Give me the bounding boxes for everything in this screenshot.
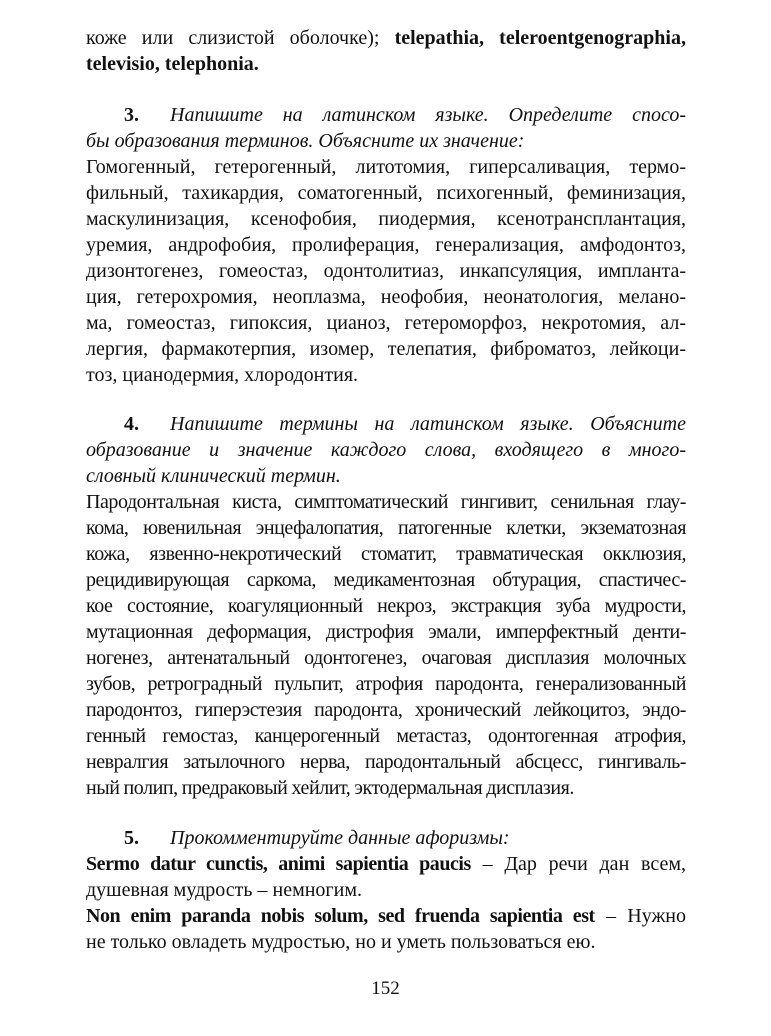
ex4-line-5: кое состояние, коагуляционный некроз, экстракция зуба мудрости, xyxy=(86,595,686,617)
ex3-task-line-2: бы образования терминов. Объясните их значение: xyxy=(86,130,525,152)
ex4-line-10: генный гемостаз, канцерогенный метастаз, одонтогенная атрофия, xyxy=(86,725,686,747)
ex4-line-1: Пародонтальная киста, симптоматический гингивит, сенильная глау- xyxy=(86,491,686,513)
aphorism-2-line-1 xyxy=(86,903,686,929)
ex4-task-line-1 xyxy=(124,411,686,437)
ex3-line-2: фильный, тахикардия, соматогенный, психогенный, феминизация, xyxy=(86,182,686,204)
ex4-line-7: ногенез, антенатальный одонтогенез, очаговая дисплазия молочных xyxy=(86,647,686,669)
aphorism-2-latin: Non enim paranda nobis solum, sed fruenda sapientia est xyxy=(86,905,595,927)
aphorism-1-latin: Sermo datur cunctis, animi sapientia paucis xyxy=(86,853,471,875)
ex3-number: 3. xyxy=(124,104,139,126)
ex4-line-12: ный полип, предраковый хейлит, эктодермальная дисплазия. xyxy=(86,777,574,799)
aphorism-1-line-1 xyxy=(86,851,686,877)
ex5-task-line xyxy=(124,825,686,851)
ex4-task-line-2: образование и значение каждого слова, входящего в много- xyxy=(86,439,686,461)
ex3-line-6: ция, гетерохромия, неоплазма, неофобия, неонатология, мелано- xyxy=(86,286,686,308)
ex4-line-11: невралгия затылочного нерва, пародонтальный абсцесс, гингиваль- xyxy=(86,751,686,773)
ex4-line-3: кожа, язвенно-некротический стоматит, травматическая окклюзия, xyxy=(86,543,686,565)
ex3-line-8: лергия, фармакотерпия, изомер, телепатия, фиброматоз, лейкоци- xyxy=(86,338,686,360)
aphorism-1-line-2: душевная мудрость – немногим. xyxy=(86,879,362,901)
ex4-line-4: рецидивирующая саркома, медикаментозная обтурация, спастичес- xyxy=(86,569,686,591)
ex3-line-1: Гомогенный, гетерогенный, литотомия, гиперсаливация, термо- xyxy=(86,156,686,178)
ex3-line-9: тоз, цианодермия, хлородонтия. xyxy=(86,364,359,386)
ex3-task-text: Напишите на латинском языке. Определите спосо- xyxy=(170,104,686,126)
ex3-task-line-1 xyxy=(124,102,686,128)
ex4-line-9: пародонтоз, гиперэстезия пародонта, хронический лейкоцитоз, эндо- xyxy=(86,699,686,721)
ex4-task-text: Напишите термины на латинском языке. Объясните xyxy=(170,413,686,435)
ex4-line-6: мутационная деформация, дистрофия эмали, имперфектный денти- xyxy=(86,621,686,643)
aphorism-1-translation: – Дар речи дан всем, xyxy=(470,853,686,875)
ex4-line-8: зубов, ретроградный пульпит, атрофия пародонта, генерализованный xyxy=(86,673,686,695)
intro-text: коже или слизистой оболочке); xyxy=(86,27,395,49)
intro-line-2: televisio, telephonia. xyxy=(86,53,259,75)
ex3-line-4: уремия, андрофобия, пролиферация, генерализация, амфодонтоз, xyxy=(86,234,686,256)
ex4-number: 4. xyxy=(124,413,139,435)
ex3-line-7: ма, гомеостаз, гипоксия, цианоз, гетероморфоз, некротомия, ал- xyxy=(86,312,686,334)
ex5-task-text: Прокомментируйте данные афоризмы: xyxy=(170,827,510,849)
ex3-line-5: дизонтогенез, гомеостаз, одонтолитиаз, инкапсуляция, импланта- xyxy=(86,260,686,282)
ex3-line-3: маскулинизация, ксенофобия, пиодермия, ксенотрансплантация, xyxy=(86,208,686,230)
latin-terms-1: telepathia, teleroentgenographia, xyxy=(394,27,686,49)
page-number: 152 xyxy=(371,978,400,999)
intro-line-1 xyxy=(86,25,686,51)
aphorism-2-line-2: не только овладеть мудростью, но и уметь пользоваться ею. xyxy=(86,931,596,953)
ex5-number: 5. xyxy=(124,827,139,849)
ex4-line-2: кома, ювенильная энцефалопатия, патогенные клетки, экзематозная xyxy=(86,517,686,539)
ex4-task-line-3: словный клинический термин. xyxy=(86,465,341,487)
aphorism-2-translation: – Нужно xyxy=(594,905,686,927)
